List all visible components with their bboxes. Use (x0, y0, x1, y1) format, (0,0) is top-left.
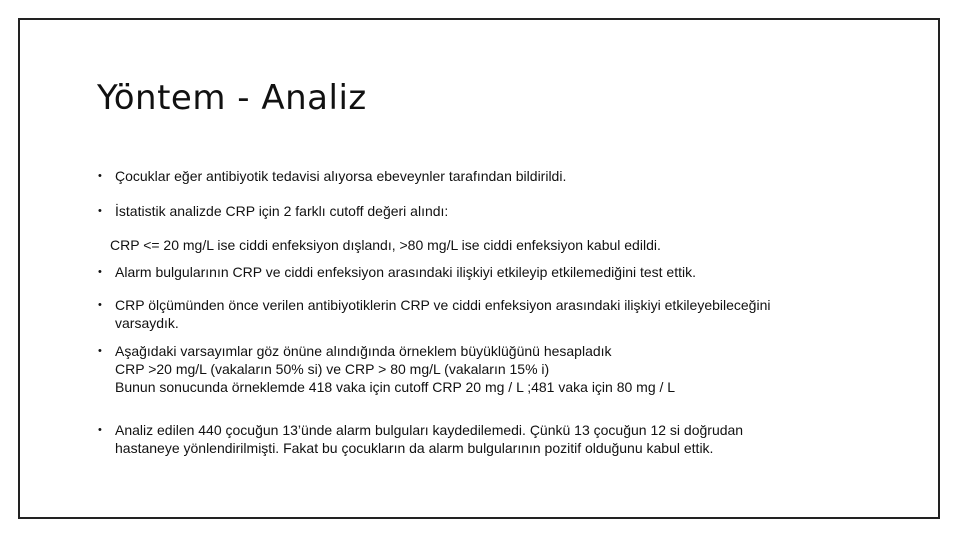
bullet-dot: • (98, 299, 102, 311)
bullet-text: varsaydık. (115, 315, 179, 331)
bullet-text: CRP >20 mg/L (vakaların 50% si) ve CRP > 80 mg/L (vakaların 15% i) (115, 361, 550, 377)
bullet-dot: • (98, 266, 102, 278)
bullet-text: Bunun sonucunda örneklemde 418 vaka için cutoff CRP 20 mg / L ;481 vaka için 80 mg / L (115, 379, 676, 395)
bullet-dot: • (98, 170, 102, 182)
bullet-dot: • (98, 205, 102, 217)
bullet-text: Aşağıdaki varsayımlar göz önüne alındığında örneklem büyüklüğünü hesapladık (115, 343, 612, 359)
bullet-item (98, 167, 858, 185)
bullet-text: İstatistik analizde CRP için 2 farklı cutoff değeri alındı: (115, 203, 449, 219)
cutoff-note: CRP <= 20 mg/L ise ciddi enfeksiyon dışlandı, >80 mg/L ise ciddi enfeksiyon kabul edildi. (110, 237, 661, 253)
bullet-text: CRP ölçümünden önce verilen antibiyotiklerin CRP ve ciddi enfeksiyon arasındaki ilişkiyi etkileyebileceğini (115, 297, 771, 313)
bullet-item (98, 202, 858, 220)
slide-title: Yöntem - Analiz (97, 78, 367, 118)
bullet-text: Analiz edilen 440 çocuğun 13’ünde alarm bulguları kaydedilemedi. Çünkü 13 çocuğun 12 si doğrudan (115, 422, 744, 438)
bullet-dot: • (98, 345, 102, 357)
bullet-text: hastaneye yönlendirilmişti. Fakat bu çocukların da alarm bulgularının pozitif olduğunu kabul ettik. (115, 440, 714, 456)
bullet-text: Çocuklar eğer antibiyotik tedavisi alıyorsa ebeveynler tarafından bildirildi. (115, 168, 567, 184)
bullet-item (98, 342, 858, 396)
bullet-item (98, 263, 858, 281)
bullet-item (98, 296, 858, 332)
bullet-dot: • (98, 424, 102, 436)
bullet-item (98, 421, 858, 457)
bullet-text: Alarm bulgularının CRP ve ciddi enfeksiyon arasındaki ilişkiyi etkileyip etkilemediğini test ettik. (115, 264, 696, 280)
